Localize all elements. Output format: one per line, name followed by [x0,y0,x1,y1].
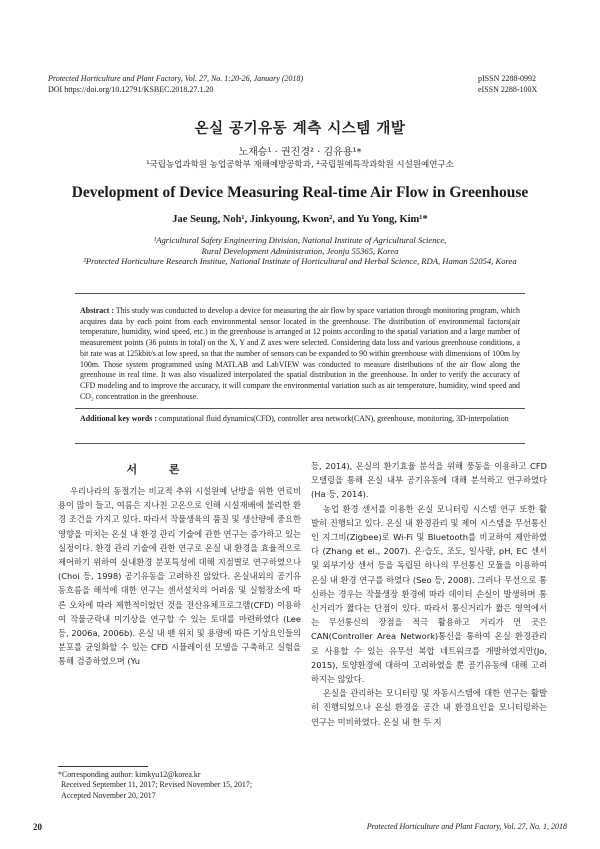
abstract-label: Abstract : [80,306,114,315]
footnote [58,770,298,801]
paragraph: 온실을 관리하는 모니터링 및 자동시스템에 대한 연구는 활발히 진행되었으나 온실 환경을 공간 내 환경요인을 모니터링하는 연구는 미비하였다. 온실 내 한 두 지 [311,688,547,727]
paragraph: 농업 환경 센서를 이용한 온실 모니터링 시스템 연구 또한 활발히 진행되고 있다. 온실 내 환경관리 및 제어 시스템을 무선통신인 지그비(Zigbee)로 Wi-Fi 및 Bluetooth를 비교하여 제안하였다 (Zhang et el., 2007). 온·습도, 조도, 일사량, pH, EC 센서 및 외부기상 센서 등을 독립된 하나의 무선통신 모듈을 이용하여 온실 내 환경 연구를 하였다 (Seo 등, 2008). 그러나 무선으로 통신하는 경우는 작물생장 환경에 따라 데이터 손실이 발생하며 통신거리가 짧다는 단점이 있다. 따라서 통신거리가 짧은 영역에서는 무선통신의 장점을 적극 활용하고 거리가 먼 곳은 CAN(Controller Area Network)통신을 통하여 온실 환경관리로 사용할 수 있는 유무선 복합 네트워크를 개발하였지만(Jo, 2015), 토양환경에 대하여 고려하였을 뿐 공기유동에 대해 고려하지는 않았다. [311,503,547,685]
accepted-date: Accepted November 20, 2017 [61,790,156,800]
abstract-bottom-rule [75,408,525,409]
pissn: pISSN 2288-0992 [478,74,537,83]
section-heading-introduction: 서 론 [126,463,194,476]
affiliations-korean: ¹국립농업과학원 농업공학부 재해예방공학과, ²국립원예특작과학원 시설원예연구소 [146,160,454,170]
right-column [311,459,547,729]
keywords-bottom-rule [75,443,525,444]
left-column [58,484,301,669]
corresponding-author: *Corresponding author: kimkyu12@korea.kr [58,770,201,779]
affiliation-line-3: ²Protected Horticulture Research Institue, National Institute of Horticultural and Herbal Science, RDA, Haman 52054, Korea [83,256,517,266]
affiliations-english [40,235,560,267]
title-english: Development of Device Measuring Real-time Air Flow in Greenhouse [71,184,529,201]
authors-english: Jae Seung, Noh¹, Jinkyoung, Kwon², and Yu Yong, Kim¹* [172,214,428,225]
received-date: Received September 11, 2017; Revised November 15, 2017; [61,780,253,790]
keywords-text: computational fluid dynamics(CFD), controller area network(CAN), greenhouse, monitoring, 3D-interpolation [158,414,509,423]
journal-citation: Protected Horticulture and Plant Factory, Vol. 27, No. 1:20-26, January (2018) [48,74,304,83]
affiliation-line-2: Rural Development Administration, Jeonju 55365, Korea [201,245,399,256]
eissn: eISSN 2288-100X [478,85,538,94]
paragraph: 등, 2014), 온실의 환기효율 분석을 위해 풍동을 이용하고 CFD 모델링을 통해 온실 내부 공기유동에 대해 분석하고 연구하였다 (Ha 등, 2014). [311,461,547,500]
abstract-text: This study was conducted to develop a device for measuring the air flow by space variation through monitoring program, which acquires data by each point from each environmental sensor located in the greenhouse. The distribution of environmental factors(air temperature, humidity, wind speed, etc.) in the greenhouse is arranged at 12 points according to the spatial variation and a large number of measurement points (36 points in total) on the X, Y and Z axes were selected. Considering data loss and various greenhouse conditions, a bit rate was at 125kbit/s at low speed, so that the number of sensors can be expanded to 90 within greenhouse with dimensions of 100m by 100m. Those system programmed using MATLAB and LabVIEW was conducted to measure distributions of the air flow along the greenhouse in real time. It was also visualized interpolated the spatial distribution in the greenhouse. In order to verify the accuracy of CFD modeling and to improve the accuracy, it will compare the environmental variation such as air temperature, humidity, wind speed and CO₂ concentration in the greenhouse. [80,306,520,401]
keywords-label: Additional key words : [80,414,157,423]
abstract [80,306,520,402]
keywords [80,414,520,425]
footnote-rule [58,766,148,767]
doi-link[interactable]: DOI https://doi.org/10.12791/KSBEC.2018.27.1.20 [48,85,214,94]
paragraph: 우리나라의 동절기는 비교적 추위 시설원예 난방을 위한 연료비용이 많이 들고, 여름은 지나친 고온으로 인해 시설재배에 불리한 환경 조건을 가지고 있다. 따라서 작물생육의 품질 및 생산량에 중요한 영향을 미치는 온실 내 환경 관리 기술에 관한 연구는 증가하고 있는 실정이다. 환경 관리 기술에 관한 연구로 온실 내 환경을 효율적으로 제어하기 위하여 실내환경 분포특성에 대해 지점별로 연구하였으나 (Choi 등, 1998) 공기유동을 고려하진 않았다. 온실내외의 공기유동흐름을 해석에 대한 연구는 센서설치의 어려움 및 실험장소에 따른 오차에 따라 제한적이었던 것을 전산유체프로그램(CFD) 이용하여 작물군락내 미기상을 연구할 수 있는 토대를 마련하였다 (Lee 등, 2006a, 2006b). 온실 내 팬 위치 및 용량에 따른 기상요인들의 분포를 균일화할 수 있는 CFD 시뮬레이션 모델을 구축하고 실험을 통해 검증하였으며 (Yu [58,486,301,667]
title-korean: 온실 공기유동 계측 시스템 개발 [194,121,406,137]
page-number: 20 [33,822,42,832]
abstract-top-rule [75,293,525,294]
authors-korean: 노재승¹ · 권진경² · 김유용¹* [238,147,362,158]
affiliation-line-1: ¹Agricultural Safety Engineering Division, National Institute of Agricultural Science, [153,235,447,245]
journal-footer: Protected Horticulture and Plant Factory, Vol. 27, No. 1, 2018 [366,822,567,831]
